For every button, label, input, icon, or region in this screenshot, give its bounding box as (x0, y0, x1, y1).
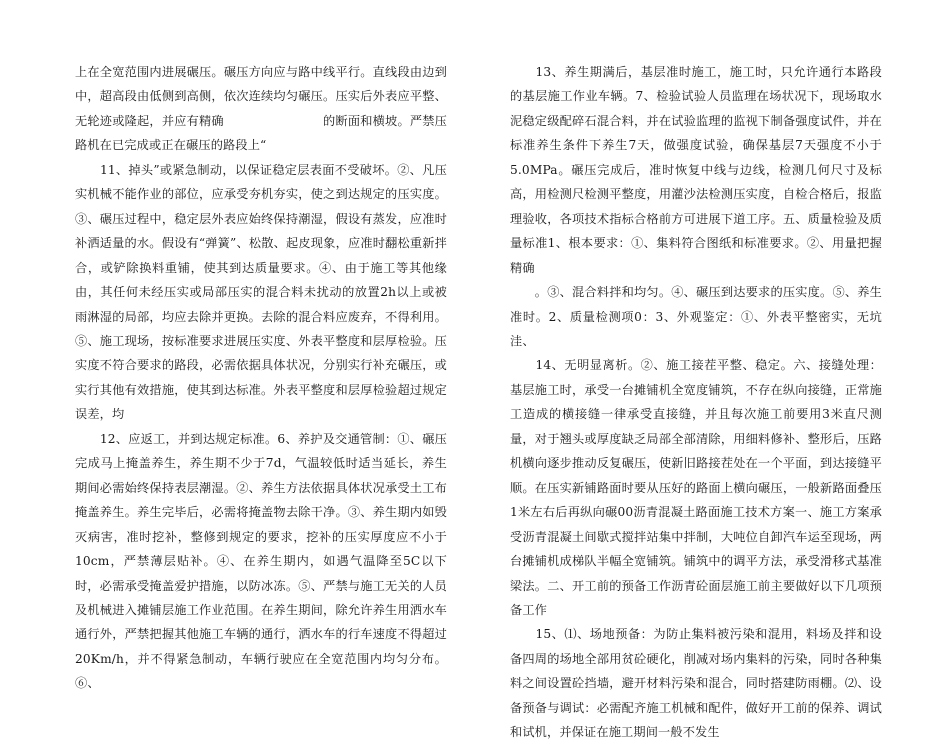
paragraph-rolling-direction: 上在全宽范围内进展碾压。碾压方向应与路中线平行。直线段由边到中，超高段由低侧到高侧，依次连续均匀碾压。压实后外表应平整、无轮迹或隆起，并应有精确 的断面和横坡。严禁压路机在已完成或正在碾压的路段上“ (75, 65, 447, 153)
paragraph-12: 12、应返工，并到达规定标准。6、养护及交通管制：①、碾压完成马上掩盖养生，养生期不少于7d，气温较低时适当延长，养生期间必需始终保持表层潮湿。②、养生方法依据具体状况承受土工布掩盖养生。养生完毕后，必需将掩盖物去除干净。③、养生期内如毁灭病害，准时挖补，整修到规定的要求，挖补的压实厚度应不小于10cm，严禁薄层贴补。④、在养生期内，如遇气温降至5C以下时，必需承受掩盖爱护措施，以防冰冻。⑤、严禁与施工无关的人员及机械进入摊铺层施工作业范围。在养生期间，除允许养生用洒水车通行外，严禁把握其他施工车辆的通行，洒水车的行车速度不得超过20Km/h，并不得紧急制动，车辆行驶应在全宽范围内均匀分布。⑥、 (75, 431, 447, 691)
paragraph-13: 13、养生期满后，基层准时施工，施工时，只允许通行本路段的基层施工作业车辆。7、检验试验人员监理在场状况下，现场取水泥稳定级配碎石混合料，并在试验监理的监视下制备强度试件，并在标准养生条件下养生7天，做强度试验，确保基层7天强度不小于5.0MPa。碾压完成后，准时恢复中线与边线，检测几何尺寸及标高，用检测尺检测平整度，用灌沙法检测压实度，自检合格后，报监理验收，各项技术指标合格前方可进展下道工序。五、质量检验及质量标准1、根本要求：①、集料符合图纸和标准要求。②、用量把握精确 (510, 65, 882, 275)
left-text-column (75, 60, 447, 696)
paragraph-14: 14、无明显离析。②、施工接茬平整、稳定。六、接缝处理：基层施工时，承受一台摊铺机全宽度铺筑，不存在纵向接缝，正常施工造成的横接缝一律承受直接缝，并且每次施工前要用3米直尺测量，对于翘头或厚度缺乏局部全部清除，用细料修补、整形后，压路机横向逐步推动反复碾压，使新旧路接茬处在一个平面，到达接缝平顺。在压实新铺路面时要从压好的路面上横向碾压，一般新路面叠压1米左右后再纵向碾00沥青混凝土路面施工技术方案一、施工方案承受沥青混凝土间歇式搅拌站集中拌制，大吨位自卸汽车运至现场，两台摊铺机成梯队半幅全宽铺筑。铺筑中的调平方法，承受滑移式基准梁法。二、开工前的预备工作沥青砼面层施工前主要做好以下几项预备工作 (510, 358, 882, 617)
right-text-column (510, 60, 882, 745)
paragraph-15: 15、⑴、场地预备：为防止集料被污染和混用，料场及拌和设备四周的场地全部用贫砼硬化，削减对场内集料的污染，同时各种集料之间设置砼挡墙，避开材料污染和混合，同时搭建防雨棚。⑵、设备预备与调试：必需配齐施工机械和配件，做好开工前的保养、调试和试机，并保证在施工期间一般不发生 (510, 627, 882, 740)
paragraph-quality-check: 。③、混合料拌和均匀。④、碾压到达要求的压实度。⑤、养生准时。2、质量检测项0：3、外观鉴定：①、外表平整密实，无坑洼、 (510, 285, 882, 348)
paragraph-11: 11、掉头”或紧急制动，以保证稳定层表面不受破坏。②、凡压实机械不能作业的部位，应承受夯机夯实，使之到达规定的压实度。③、碾压过程中，稳定层外表应始终保持潮湿，假设有蒸发，应准时补洒适量的水。假设有“弹簧”、松散、起皮现象，应准时翻松重新拌合，或铲除换料重铺，使其到达质量要求。④、由于施工等其他缘由，其任何未经压实或局部压实的混合料未扰动的放置2h以上或被雨淋湿的局部，均应去除并更换。去除的混合料应废弃，不得利用。⑤、施工现场，按标准要求进展压实度、外表平整度和层厚检验。压实度不符合要求的路段，必需依据具体状况，分别实行补充碾压，或实行其他有效措施，使其到达标准。外表平整度和层厚检验超过规定误差，均 (75, 162, 447, 422)
